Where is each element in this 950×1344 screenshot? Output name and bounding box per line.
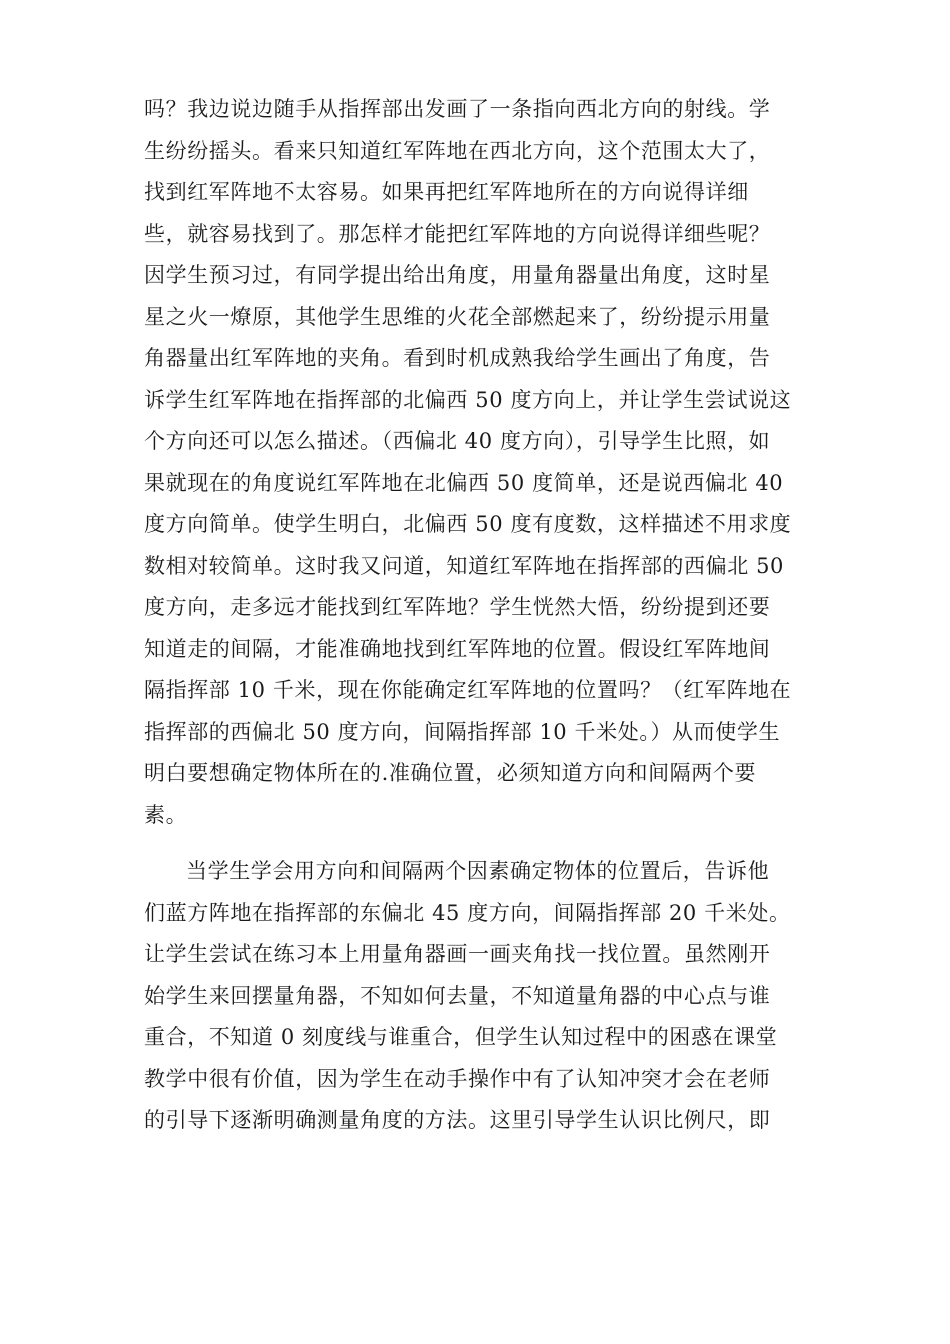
text-line: 素。 — [144, 802, 188, 827]
text-line: 星之火一燎原，其他学生思维的火花全部燃起来了，纷纷提示用量 — [144, 304, 771, 329]
text-line: 指挥部的西偏北 50 度方向，间隔指挥部 10 千米处。）从而使学生 — [144, 719, 781, 744]
paragraph-1 — [144, 89, 806, 836]
text-line: 明白要想确定物体所在的.准确位置，必须知道方向和间隔两个要 — [144, 761, 757, 785]
text-line: 知道走的间隔，才能准确地找到红军阵地的位置。假设红军阵地间 — [144, 636, 771, 661]
text-line: 让学生尝试在练习本上用量角器画一画夹角找一找位置。虽然刚开 — [144, 942, 771, 966]
text-line: 角器量出红军阵地的夹角。看到时机成熟我给学生画出了角度，告 — [144, 346, 771, 370]
text-line: 重合，不知道 0 刻度线与谁重合，但学生认知过程中的困惑在课堂 — [144, 1025, 778, 1049]
text-line: 隔指挥部 10 千米，现在你能确定红军阵地的位置吗？（红军阵地在 — [144, 678, 792, 702]
text-line: 度方向，走多远才能找到红军阵地？学生恍然大悟，纷纷提到还要 — [144, 595, 771, 619]
text-line: 们蓝方阵地在指挥部的东偏北 45 度方向，间隔指挥部 20 千米处。 — [144, 900, 791, 925]
paragraph-2 — [144, 851, 806, 1142]
text-line: 些，就容易找到了。那怎样才能把红军阵地的方向说得详细些呢？ — [144, 221, 771, 246]
text-line: 个方向还可以怎么描述。（西偏北 40 度方向），引导学生比照，如 — [144, 429, 771, 453]
text-line: 生纷纷摇头。看来只知道红军阵地在西北方向，这个范围太大了， — [144, 138, 771, 163]
text-line: 数相对较简单。这时我又问道，知道红军阵地在指挥部的西偏北 50 — [144, 553, 784, 578]
document-body — [144, 89, 806, 1142]
text-line: 果就现在的角度说红军阵地在北偏西 50 度简单，还是说西偏北 40 — [144, 470, 784, 495]
text-line: 当学生学会用方向和间隔两个因素确定物体的位置后，告诉他 — [186, 859, 770, 883]
text-line: 度方向简单。使学生明白，北偏西 50 度有度数，这样描述不用求度 — [144, 512, 792, 536]
text-line: 的引导下逐渐明确测量角度的方法。这里引导学生认识比例尺，即 — [144, 1108, 771, 1132]
text-line: 始学生来回摆量角器，不知如何去量，不知道量角器的中心点与谁 — [144, 983, 771, 1008]
text-line: 找到红军阵地不太容易。如果再把红军阵地所在的方向说得详细 — [144, 180, 749, 204]
text-line: 因学生预习过，有同学提出给出角度，用量角器量出角度，这时星 — [144, 263, 771, 287]
text-line: 诉学生红军阵地在指挥部的北偏西 50 度方向上，并让学生尝试说这 — [144, 387, 792, 412]
text-line: 吗？我边说边随手从指挥部出发画了一条指向西北方向的射线。学 — [144, 97, 771, 121]
text-line: 教学中很有价值，因为学生在动手操作中有了认知冲突才会在老师 — [144, 1066, 771, 1091]
paragraph-spacer — [144, 836, 806, 851]
